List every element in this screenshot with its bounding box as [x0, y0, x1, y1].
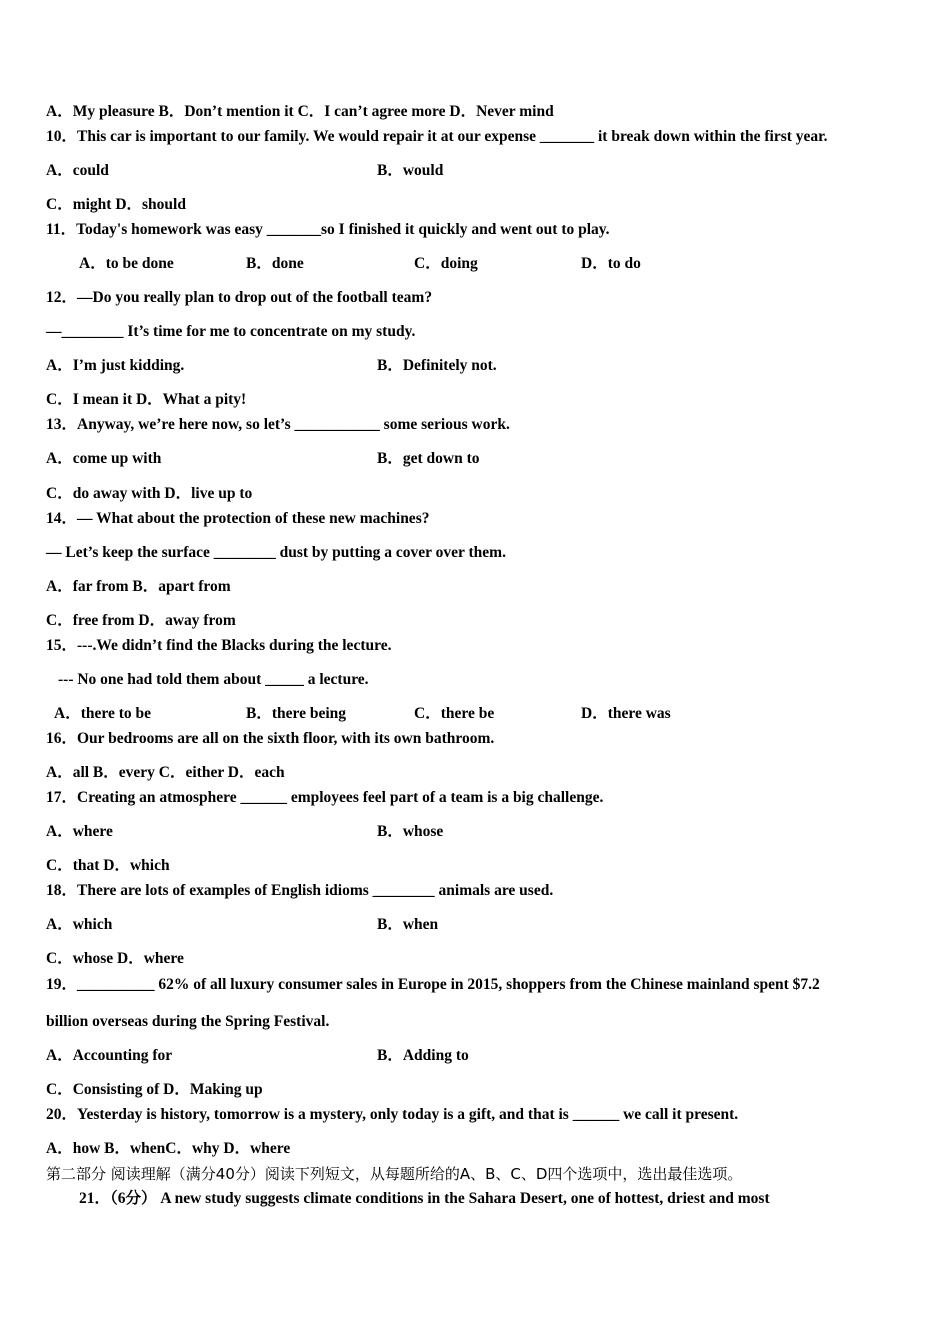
question-10-options-row2: C．might D．should: [46, 196, 186, 213]
option-b: B．would: [377, 162, 444, 179]
question-19-stem-continued: billion overseas during the Spring Festival.: [46, 1013, 330, 1030]
option-c: C．there be: [414, 705, 495, 722]
question-19-stem: 19．__________ 62% of all luxury consumer sales in Europe in 2015, shoppers from the Chinese mainland spent $7.2: [46, 976, 820, 993]
question-14-options-row1: A．far from B．apart from: [46, 578, 231, 595]
question-15-reply: --- No one had told them about _____ a lecture.: [58, 671, 369, 688]
question-13-options-row2: C．do away with D．live up to: [46, 485, 253, 502]
question-18-options-row2: C．whose D．where: [46, 950, 184, 967]
question-10-stem: 10．This car is important to our family. We would repair it at our expense _______ it break down within the first year.: [46, 128, 828, 145]
question-12-options-row2: C．I mean it D．What a pity!: [46, 391, 247, 408]
question-20-options: A．how B．whenC．why D．where: [46, 1140, 291, 1157]
question-12-reply: —________ It’s time for me to concentrate on my study.: [46, 323, 416, 340]
section-heading-reading: 第二部分 阅读理解（满分40分）阅读下列短文，从每题所给的A、B、C、D四个选项中，选出最佳选项。: [46, 1165, 743, 1183]
question-20-stem: 20．Yesterday is history, tomorrow is a mystery, only today is a gift, and that is ______ we call it present.: [46, 1106, 739, 1123]
option-b: B．when: [377, 916, 439, 933]
option-a: A．there to be: [54, 705, 151, 722]
option-b: B．done: [246, 255, 304, 272]
option-a: A．which: [46, 916, 113, 933]
question-16-options: A．all B．every C．either D．each: [46, 764, 285, 781]
option-a: A．Accounting for: [46, 1047, 173, 1064]
question-14-reply: — Let’s keep the surface ________ dust by putting a cover over them.: [46, 544, 506, 561]
option-b: B．get down to: [377, 450, 480, 467]
question-21-passage-start: 21．（6分） A new study suggests climate conditions in the Sahara Desert, one of hottest, driest and most: [79, 1190, 770, 1207]
question-19-options-row2: C．Consisting of D．Making up: [46, 1081, 263, 1098]
option-b: B．whose: [377, 823, 444, 840]
question-18-stem: 18．There are lots of examples of English idioms ________ animals are used.: [46, 882, 554, 899]
question-9-options: A．My pleasure B．Don’t mention it C．I can’t agree more D．Never mind: [46, 103, 554, 120]
question-14-stem: 14．— What about the protection of these new machines?: [46, 510, 430, 527]
option-d: D．there was: [581, 705, 671, 722]
option-d: D．to do: [581, 255, 641, 272]
question-14-options-row2: C．free from D．away from: [46, 612, 236, 629]
option-a: A．I’m just kidding.: [46, 357, 185, 374]
question-17-options-row2: C．that D．which: [46, 857, 170, 874]
question-13-stem: 13．Anyway, we’re here now, so let’s ___________ some serious work.: [46, 416, 510, 433]
option-c: C．doing: [414, 255, 478, 272]
question-12-stem: 12．—Do you really plan to drop out of the football team?: [46, 289, 433, 306]
question-17-stem: 17．Creating an atmosphere ______ employees feel part of a team is a big challenge.: [46, 789, 604, 806]
option-a: A．could: [46, 162, 109, 179]
question-11-stem: 11．Today's homework was easy _______so I finished it quickly and went out to play.: [46, 221, 610, 238]
question-16-stem: 16．Our bedrooms are all on the sixth floor, with its own bathroom.: [46, 730, 495, 747]
option-b: B．Definitely not.: [377, 357, 497, 374]
option-a: A．where: [46, 823, 113, 840]
option-a: A．to be done: [79, 255, 174, 272]
option-b: B．Adding to: [377, 1047, 469, 1064]
option-a: A．come up with: [46, 450, 162, 467]
question-15-stem: 15．---.We didn’t find the Blacks during the lecture.: [46, 637, 392, 654]
option-b: B．there being: [246, 705, 347, 722]
